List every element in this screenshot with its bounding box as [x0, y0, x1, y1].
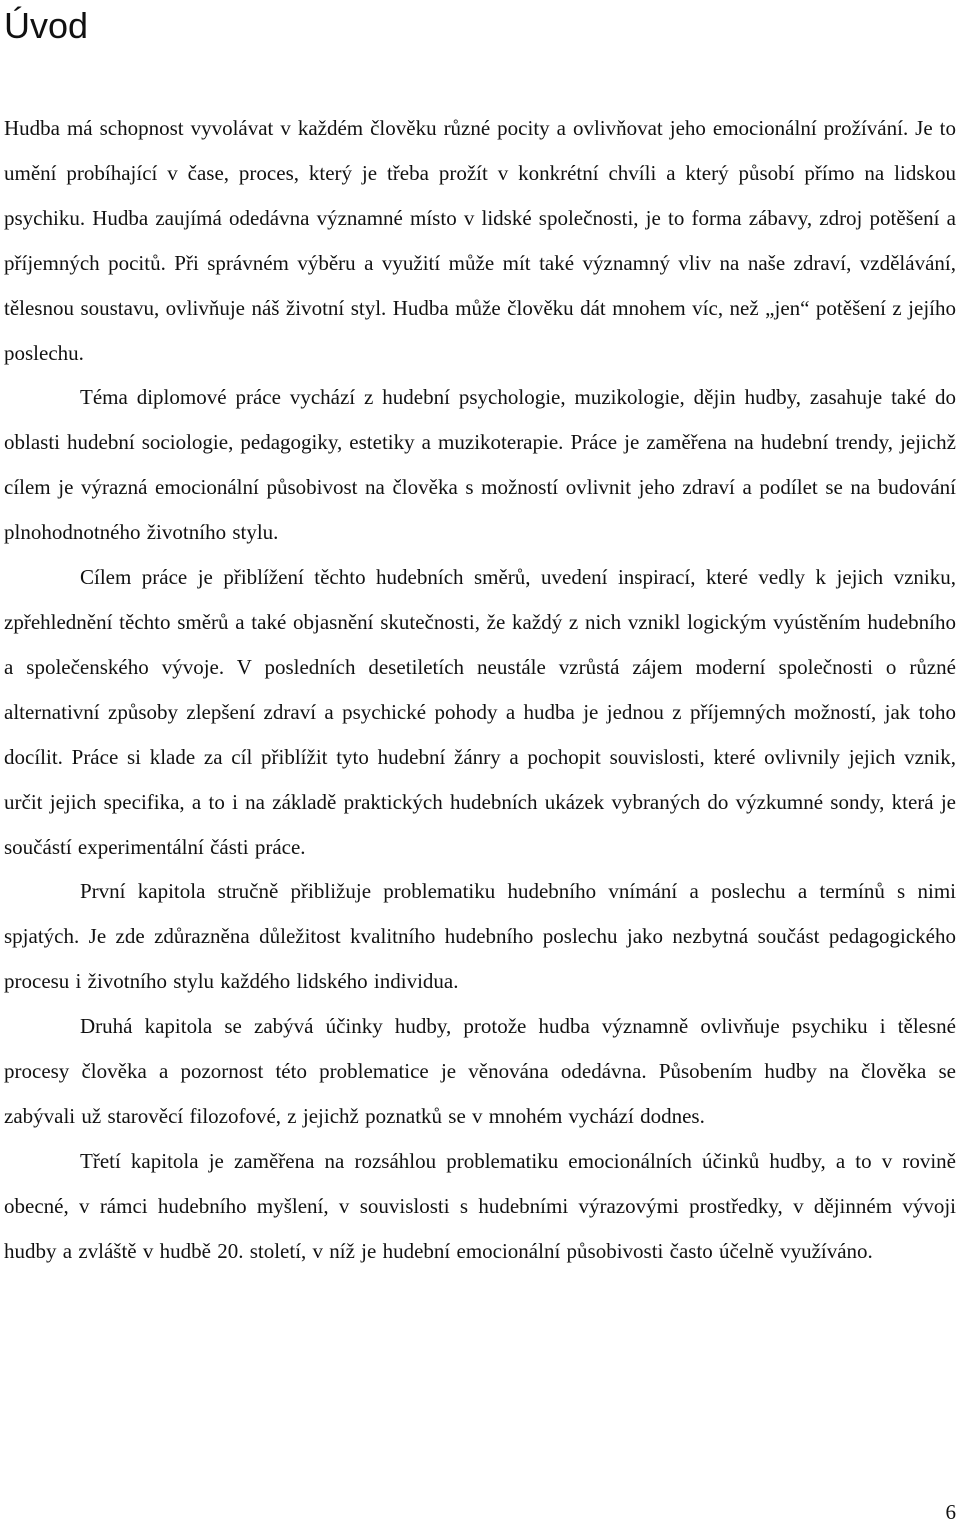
body-text	[4, 106, 956, 1274]
chapter-heading: Úvod	[4, 5, 89, 46]
paragraph-topic: Téma diplomové práce vychází z hudební psychologie, muzikologie, dějin hudby, zasahuje také do oblasti hudební sociologie, pedagogiky, estetiky a muzikoterapie. Práce je zaměřena na hudební trendy, jejichž cílem je výrazná emocionální působivost na člověka s možností ovlivnit jeho zdraví a podílet se na budování plnohodnotného životního stylu.	[4, 385, 956, 545]
paragraph-chapter-two: Druhá kapitola se zabývá účinky hudby, protože hudba významně ovlivňuje psychiku i tělesné procesy člověka a pozornost této problematice je věnována odedávna. Působením hudby na člověka se zabývali už starověcí filozofové, z jejichž poznatků se v mnohém vychází dodnes.	[4, 1014, 956, 1128]
paragraph-goal: Cílem práce je přiblížení těchto hudebních směrů, uvedení inspirací, které vedly k jejich vzniku, zpřehlednění těchto směrů a také objasnění skutečnosti, že každý z nich vznikl logickým vyústěním hudebního a společenského vývoje. V posledních desetiletích neustále vzrůstá zájem moderní společnosti o různé alternativní způsoby zlepšení zdraví a psychické pohody a hudba je jednou z příjemných možností, jak toho docílit. Práce si klade za cíl přiblížit tyto hudební žánry a pochopit souvislosti, které ovlivnily jejich vznik, určit jejich specifika, a to i na základě praktických hudebních ukázek vybraných do výzkumné sondy, která je součástí experimentální části práce.	[4, 565, 956, 859]
paragraph-chapter-one: První kapitola stručně přibližuje problematiku hudebního vnímání a poslechu a termínů s nimi spjatých. Je zde zdůrazněna důležitost kvalitního hudebního poslechu jako nezbytná součást pedagogického procesu i životního stylu každého lidského individua.	[4, 879, 956, 994]
paragraph-chapter-three: Třetí kapitola je zaměřena na rozsáhlou problematiku emocionálních účinků hudby, a to v rovině obecné, v rámci hudebního myšlení, v souvislosti s hudebními výrazovými prostředky, v dějinném vývoji hudby a zvláště v hudbě 20. století, v níž je hudební emocionální působivosti často účelně využíváno.	[4, 1148, 956, 1263]
page-number: 6	[945, 1500, 956, 1524]
paragraph-intro: Hudba má schopnost vyvolávat v každém člověku různé pocity a ovlivňovat jeho emocionální prožívání. Je to umění probíhající v čase, proces, který je třeba prožít v konkrétní chvíli a který působí přímo na lidskou psychiku. Hudba zaujímá odedávna významné místo v lidské společnosti, je to forma zábavy, zdroj potěšení a příjemných pocitů. Při správném výběru a využití může mít také významný vliv na naše zdraví, vzdělávání, tělesnou soustavu, ovlivňuje náš životní styl. Hudba může člověku dát mnohem víc, než „jen“ potěšení z jejího poslechu.	[4, 116, 956, 365]
